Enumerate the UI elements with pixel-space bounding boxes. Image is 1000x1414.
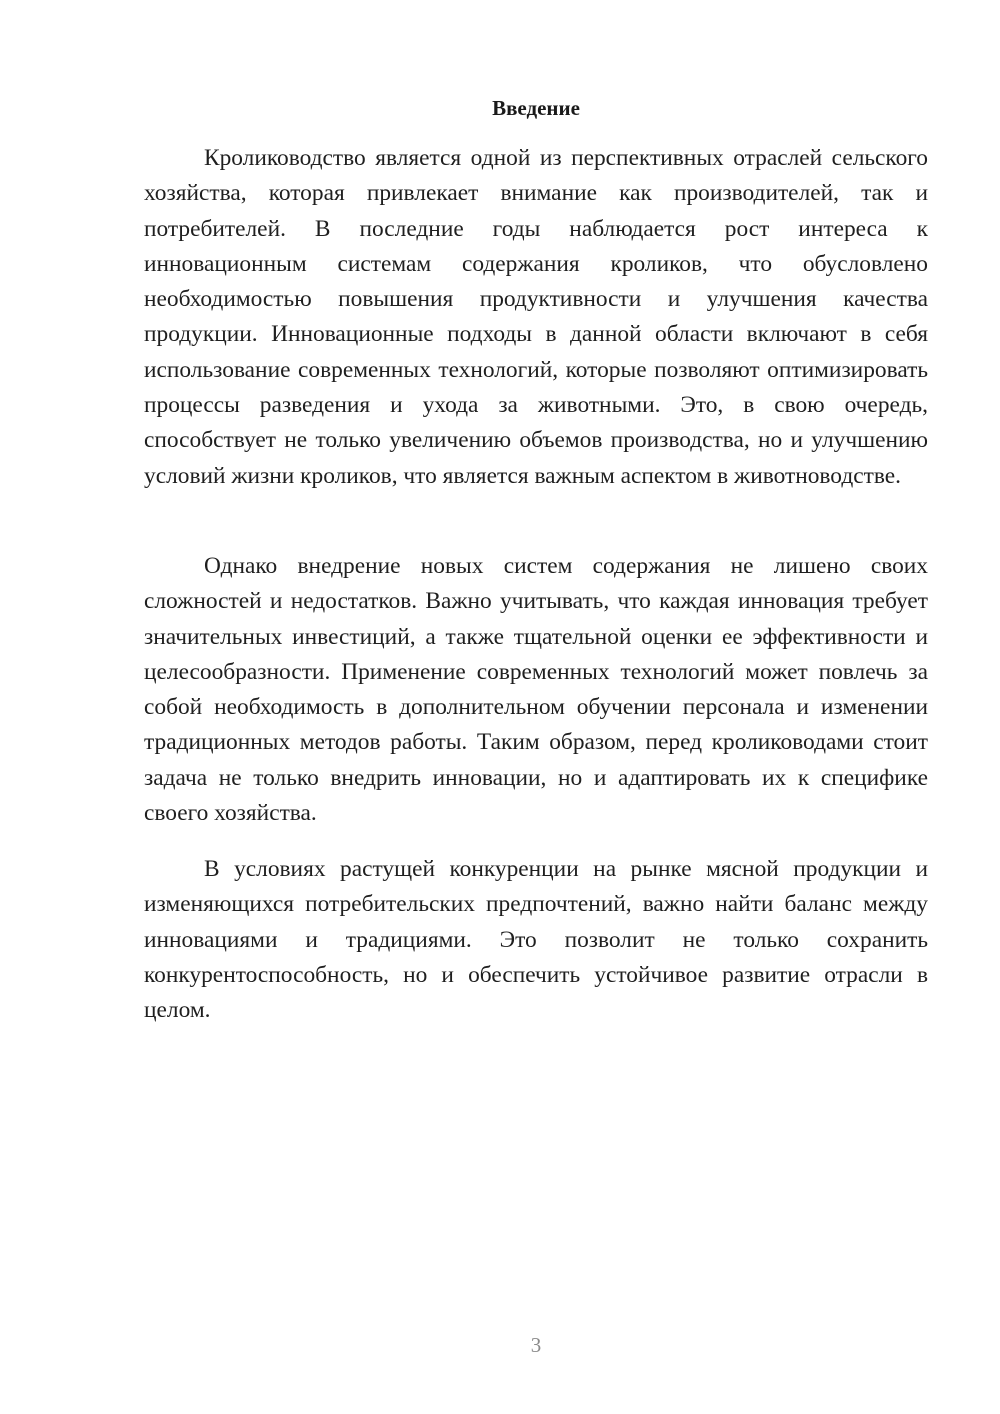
paragraph-3: В условиях растущей конкуренции на рынке мясной продукции и изменяющихся потребительских предпочтений, важно найти баланс между инновациями и традициями. Это позволит не только сохранить конкурентоспособность, но и обеспечить устойчивое развитие отрасли в целом. <box>144 856 928 1024</box>
page-number: 3 <box>530 1333 542 1357</box>
paragraph-2: Однако внедрение новых систем содержания не лишено своих сложностей и недостатков. Важно учитывать, что каждая инновация требует значительных инвестиций, а также тщательной оценки ее эффективности и целесообразности. Применение современных технологий может повлечь за собой необходимость в дополнительном обучении персонала и изменении традиционных методов работы. Таким образом, перед кролиководами стоит задача не только внедрить инновации, но и адаптировать их к специфике своего хозяйства. <box>144 553 928 827</box>
paragraph-1: Кролиководство является одной из перспективных отраслей сельского хозяйства, которая привлекает внимание как производителей, так и потребителей. В последние годы наблюдается рост интереса к инновационным системам содержания кроликов, что обусловлено необходимостью повышения продуктивности и улучшения качества продукции. Инновационные подходы в данной области включают в себя использование современных технологий, которые позволяют оптимизировать процессы разведения и ухода за животными. Это, в свою очередь, способствует не только увеличению объемов производства, но и улучшению условий жизни кроликов, что является важным аспектом в животноводстве. <box>144 145 928 489</box>
page-title: Введение <box>492 96 580 120</box>
